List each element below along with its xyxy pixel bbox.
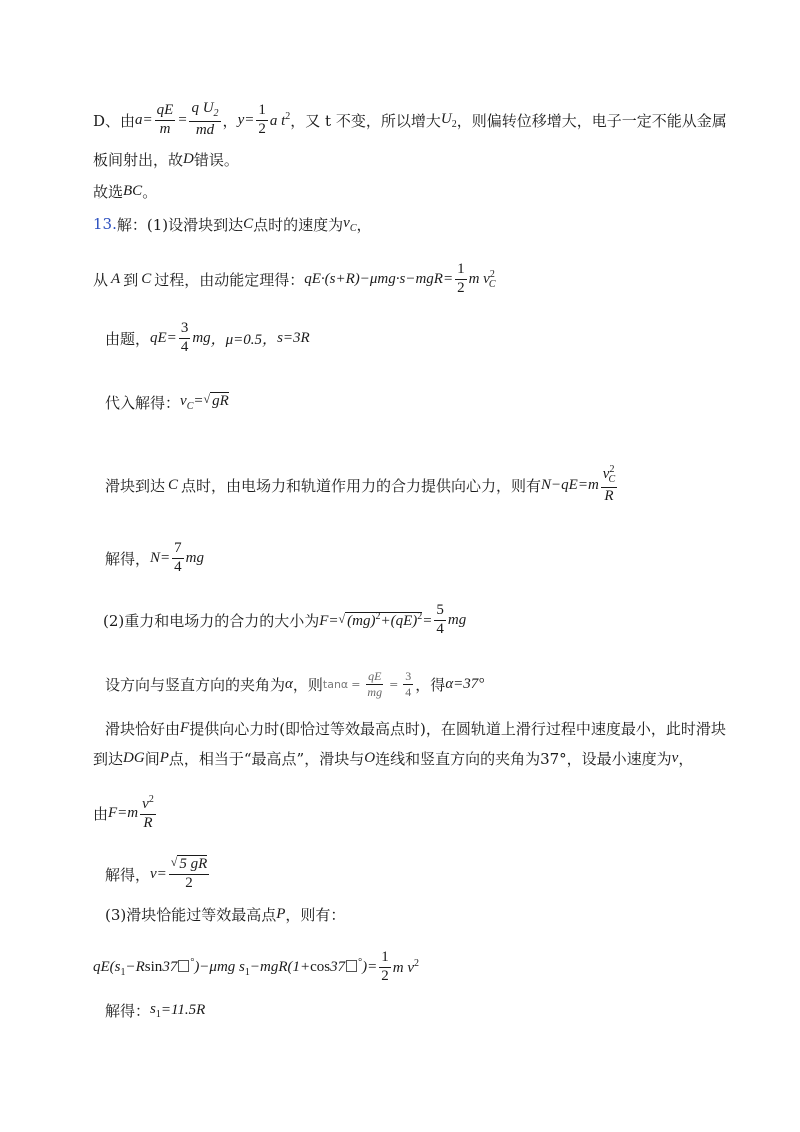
l13-c: 点，相当于“最高点”，滑块与 — [168, 749, 365, 768]
frac-qe-m: $\frac{qE}{m}$ — [156, 101, 174, 137]
line-vc-result — [0, 390, 800, 414]
line-energy — [0, 258, 800, 300]
l13-P: P — [159, 749, 169, 766]
l9-text: 解得， — [105, 549, 151, 568]
l11-c: ，得 — [415, 675, 446, 694]
q13-end: ， — [356, 215, 372, 234]
l13-v: v — [671, 749, 679, 766]
l11-text: 设方向与竖直方向的夹角为 — [105, 675, 286, 694]
answer-end: 。 — [142, 182, 158, 201]
l13-b: 间 — [144, 749, 160, 768]
answer-label: 故选 — [93, 182, 124, 201]
l15-text: 解得， — [105, 865, 151, 884]
eq-mu: ，μ=0.5， — [210, 331, 278, 348]
line-v-result — [0, 852, 800, 896]
frac-qe-mg: $\frac{qE}{mg}$ — [367, 668, 383, 699]
frac-vc2-r: $\frac{v^2_C}{R}$ — [602, 464, 616, 504]
line-min-speed-1 — [0, 716, 800, 740]
q13-c: C — [243, 215, 254, 232]
frac-3-4: $\frac{3}{4}$ — [180, 319, 189, 355]
line-energy-3 — [0, 946, 800, 988]
l5-c: 过程，由动能定理得： — [154, 270, 305, 289]
eq-at2: a $t^2$ — [269, 110, 291, 129]
q13-tail: 点时的速度为 — [253, 215, 344, 234]
frac-half: $\frac{1}{2}$ — [258, 101, 266, 137]
frac-qu-md: $\frac{q U_2}{md}$ — [191, 100, 219, 138]
eq-u2: $U_2$ — [440, 110, 457, 130]
l5-A: A — [111, 270, 121, 287]
line-min-speed-2 — [0, 746, 800, 770]
eq-s1-result: =11.5R — [160, 1001, 206, 1018]
d-line2-end: 错误。 — [193, 150, 239, 169]
d-conclusion: ，又 t 不变，所以增大 — [290, 111, 441, 130]
d-letter: D — [183, 150, 194, 167]
eq-alpha-result: α=37° — [445, 675, 485, 692]
eq-alpha: α — [285, 675, 293, 692]
d-line2-text: 板间射出，故 — [93, 150, 184, 169]
q13-head: 解：(1)设滑块到达 — [116, 215, 244, 234]
l13-e: ， — [678, 749, 694, 768]
frac-half-3: $\frac{1}{2}$ — [381, 948, 389, 984]
l12-b: 提供向心力时(即恰过等效最高点时)，在圆轨道上滑行过程中速度最小，此时滑块 — [189, 719, 726, 738]
eq-s1: $s_1$ — [150, 1000, 161, 1020]
comma: ， — [222, 111, 238, 130]
l8-b: 点时，由电场力和轨道作用力的合力提供向心力，则有 — [181, 476, 542, 495]
eq-f-m: F=m — [108, 804, 139, 821]
l8-a: 滑块到达 — [105, 476, 166, 495]
l7-text: 代入解得： — [105, 393, 181, 412]
line-d-end — [0, 148, 800, 170]
line-given — [0, 318, 800, 358]
d-prefix: D、由 — [93, 111, 136, 130]
eq-tan: tanα — [322, 677, 349, 691]
l13-a: 到达 — [93, 749, 124, 768]
l6-text: 由题， — [105, 329, 151, 348]
eq-mg: mg — [192, 329, 211, 346]
eq-y: y= — [237, 111, 255, 128]
eq-f: F=√ (mg)$^2$+(qE)$^2$= — [319, 610, 433, 629]
line-n-result — [0, 538, 800, 578]
l13-O: O — [364, 749, 376, 766]
line-angle — [0, 664, 800, 704]
eq-n-eq: N= — [150, 549, 171, 566]
line-q13 — [0, 212, 800, 236]
l13-DG: DG — [123, 749, 145, 766]
eq-n: N−qE=m — [541, 476, 599, 493]
frac-sqrt5gr-2: $\frac{√ 5 gR}{2}$ — [170, 855, 208, 891]
frac-5-4: $\frac{5}{4}$ — [436, 601, 444, 637]
l13-d: 连线和竖直方向的夹角为37°，设最小速度为 — [375, 749, 672, 768]
l10-text: (2)重力和电场力的合力的大小为 — [103, 611, 320, 630]
frac-v2-r: $\frac{v^2}{R}$ — [142, 793, 154, 831]
l5-C: C — [141, 270, 152, 287]
eq-part3: $qE(s_1-Rsin37$ °)−μmg $s_1-mgR(1+\cos 37$ °)= — [93, 956, 378, 978]
l16-P: P — [276, 905, 286, 922]
eq-mg-2: mg — [185, 549, 204, 566]
eq-tan-eq2: = — [389, 677, 399, 691]
l16-b: ，则有： — [285, 905, 346, 924]
d-conclusion2: ，则偏转位移增大，电子一定不能从金属 — [456, 111, 727, 130]
eq-mvc2: m $v^2_C$ — [468, 268, 496, 290]
eq-equals: = — [177, 111, 188, 128]
l16-text: (3)滑块恰能过等效最高点 — [105, 905, 277, 924]
l18-text: 解得： — [105, 1001, 151, 1020]
line-f-mv2 — [0, 790, 800, 836]
l12-a: 滑块恰好由 — [105, 719, 181, 738]
frac-7-4: $\frac{7}{4}$ — [174, 539, 182, 575]
l5-a: 从 — [93, 270, 109, 289]
answer-value: BC — [123, 182, 143, 199]
line-answer — [0, 180, 800, 202]
line-resultant-force — [0, 600, 800, 640]
line-part3 — [0, 902, 800, 926]
l12-F: F — [180, 719, 190, 736]
eq-a: a= — [135, 111, 153, 128]
frac-half-2: $\frac{1}{2}$ — [457, 260, 465, 296]
line-d-statement — [0, 100, 800, 140]
question-number: 13. — [93, 215, 117, 233]
eq-vc: $v_C$ — [343, 214, 357, 234]
eq-qe: qE= — [150, 329, 177, 346]
eq-mg-3: mg — [447, 611, 467, 628]
eq-s: s=3R — [277, 329, 310, 346]
eq-mv2: m $v^2$ — [392, 957, 419, 976]
l8-C: C — [168, 476, 179, 493]
frac-3-4-b: $\frac{3}{4}$ — [405, 668, 412, 699]
line-s1-result — [0, 998, 800, 1022]
l14-text: 由 — [93, 804, 109, 823]
eq-v: v= — [150, 865, 167, 882]
l11-b: ，则 — [292, 675, 323, 694]
eq-energy-left: qE·(s+R)−μmg·s−mgR= — [304, 270, 454, 287]
l5-b: 到 — [123, 270, 139, 289]
line-normal-force — [0, 462, 800, 508]
eq-vc-result: $v_C=√$ gR — [180, 392, 229, 412]
eq-tan-eq: = — [351, 677, 361, 691]
